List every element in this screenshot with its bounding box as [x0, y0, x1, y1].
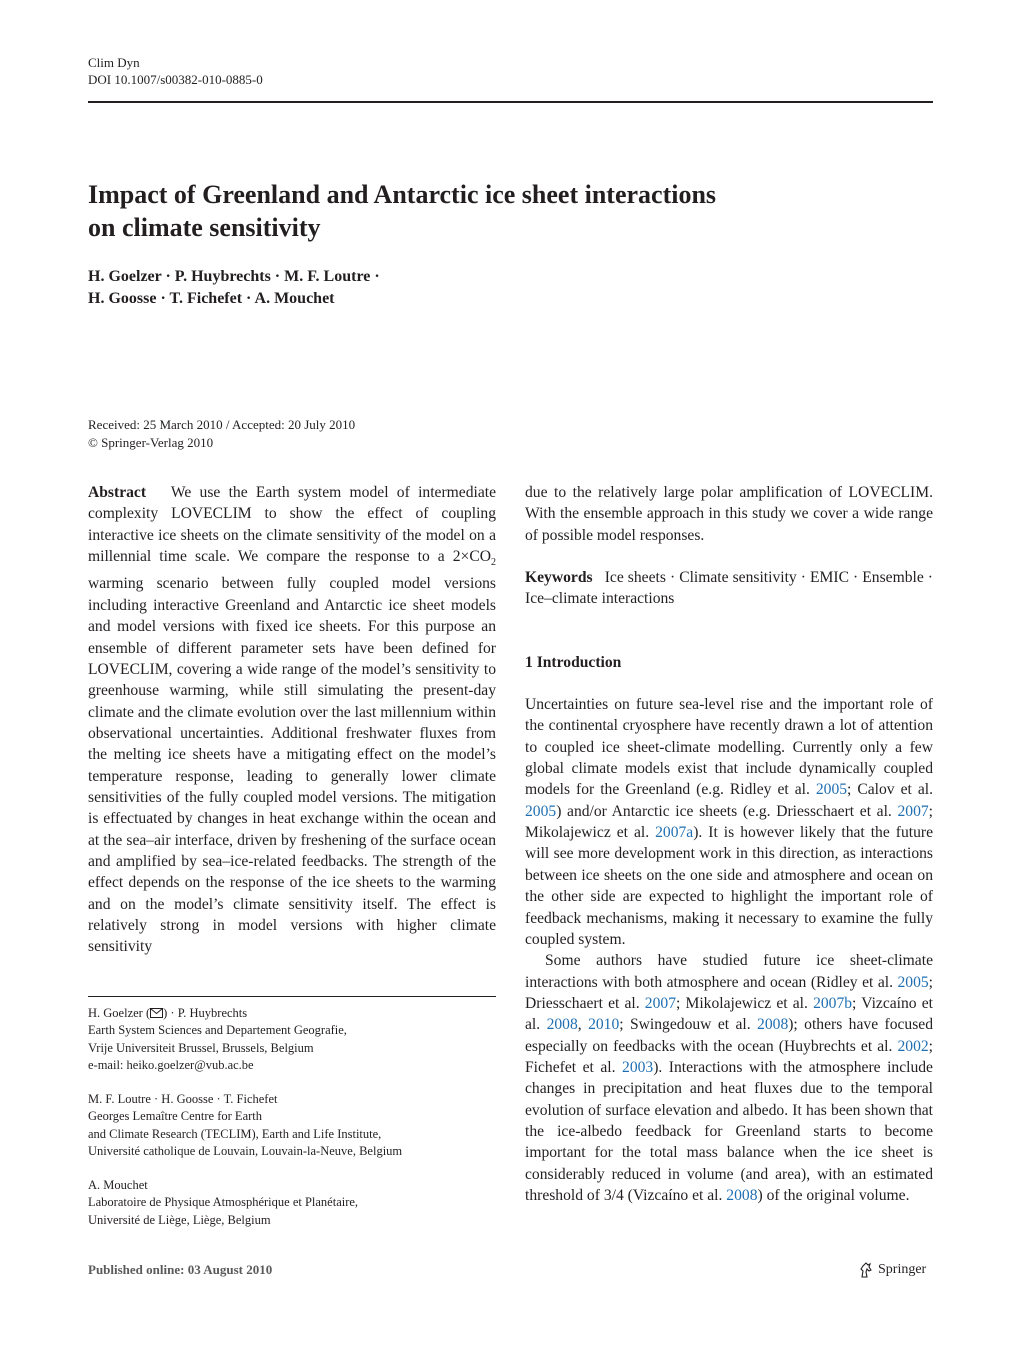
publisher-logo	[858, 1262, 926, 1278]
intro-paragraph-2: Some authors have studied future ice sheet-climate interactions with both atmosphere and ocean (Ridley et al. 2005; Driesschaert et al. 2007; Mikolajewicz et al. 2007b; Vizcaíno et al. 2008, 2010; Swingedouw et al. 2008); others have focused especially on feedbacks with the ocean (Huybrechts et al. 2002; Fichefet et al. 2003). Interactions with the atmosphere include changes in precipitation and heat fluxes due to the temporal evolution of surface elevation and albedo. It has been shown that the ice-albedo feedback for Greenland starts to become important for the total mass balance when the ice sheet is considerably reduced in volume (and area), with an estimated threshold of 3/4 (Vizcaíno et al. 2008) of the original volume.	[525, 952, 934, 1204]
right-column	[525, 482, 933, 1206]
abstract-heading: Abstract	[88, 484, 147, 501]
affiliation-3	[88, 1177, 508, 1229]
co2-text: CO	[469, 548, 491, 566]
citation-link[interactable]: 2005	[525, 802, 557, 820]
received-accepted: Received: 25 March 2010 / Accepted: 20 July 2010	[88, 417, 356, 432]
affiliation-author: A. Mouchet	[88, 1178, 148, 1192]
authors-line-1: H. Goelzer · P. Huybrechts · M. F. Loutre ·	[88, 268, 380, 285]
section-heading-introduction: 1 Introduction	[525, 653, 622, 671]
affiliation-institution: Laboratoire de Physique Atmosphérique et Planétaire,	[88, 1195, 359, 1210]
affiliation-address: Vrije Universiteit Brussel, Brussels, Belgium	[88, 1040, 314, 1055]
citation-link[interactable]: 2005	[897, 973, 929, 991]
citation-link[interactable]: 2007	[644, 994, 676, 1012]
article-dates	[88, 416, 355, 452]
citation-link[interactable]: 2005	[815, 781, 848, 799]
affiliation-2	[88, 1091, 508, 1160]
citation-link[interactable]: 2002	[897, 1037, 929, 1055]
title-line-1: Impact of Greenland and Antarctic ice sheet interactions	[88, 180, 717, 209]
copyright: © Springer-Verlag 2010	[88, 435, 214, 450]
abstract: Abstract We use the Earth system model of intermediate complexity LOVECLIM to show the effect of coupling interactive ice sheets on the climate sensitivity of the model on a millennial time scale. We compare the response to a $2\times CO_2$ warming scenario between fully coupled model versions including interactive Greenland and Antarctic ice sheet models and model versions with fixed ice sheets. For this purpose an ensemble of different parameter sets have been defined for LOVECLIM, covering a wide range of the model’s sensitivity to greenhouse warming, while still simulating the present-day climate and the climate evolution over the last millennium within observational uncertainties. Additional freshwater fluxes from the melting ice sheets have a mitigating effect on the model’s temperature response, leading to generally lower climate sensitivities of the fully coupled model versions. The mitigation is effectuated by changes in heat exchange within the ocean and at the sea–air interface, driven by freshening of the surface ocean and amplified by sea–ice-related feedbacks. The strength of the effect depends on the response of the ice sheets to the warming and on the model’s climate sensitivity itself. The effect is relatively strong in model versions with higher climate sensitivity	[88, 484, 496, 956]
citation-link[interactable]: 2010	[588, 1016, 620, 1034]
keywords-text: Ice sheets · Climate sensitivity · EMIC · Ensemble · Ice–climate interactions	[525, 569, 933, 608]
publisher-name: Springer	[878, 1262, 927, 1277]
article-title	[88, 178, 848, 244]
affiliation-email[interactable]: e-mail: heiko.goelzer@vub.ac.be	[88, 1057, 254, 1072]
citation-link[interactable]: 2003	[622, 1058, 654, 1076]
header-rule	[88, 101, 933, 103]
affiliation-institution: Earth System Sciences and Departement Geografie,	[88, 1023, 347, 1038]
affiliation-address: Université catholique de Louvain, Louvain-la-Neuve, Belgium	[88, 1143, 403, 1158]
citation-link[interactable]: 2007a	[655, 824, 694, 842]
authors-line-2: H. Goosse · T. Fichefet · A. Mouchet	[88, 290, 335, 307]
citation-link[interactable]: 2008	[546, 1016, 578, 1034]
abstract-text: We use the Earth system model of intermediate complexity LOVECLIM to show the effect of coupling interactive ice sheets on the climate sensitivity of the model on a millennial time scale. We compare the response to a 2	[88, 484, 496, 566]
footnote-rule	[88, 996, 496, 997]
left-column	[88, 482, 496, 958]
abstract-text-continued: warming scenario between fully coupled model versions including interactive Greenland and Antarctic ice sheet models and model versions with fixed ice sheets. For this purpose an ensemble of different parameter sets have been defined for LOVECLIM, covering a wide range of the model’s sensitivity to greenhouse warming, while still simulating the present-day climate and the climate evolution over the last millennium within observational uncertainties. Additional freshwater fluxes from the melting ice sheets have a mitigating effect on the model’s temperature response, leading to generally lower climate sensitivities of the fully coupled model versions. The mitigation is effectuated by changes in heat exchange within the ocean and at the sea–air interface, driven by freshening of the surface ocean and amplified by sea–ice-related feedbacks. The strength of the effect depends on the response of the ice sheets to the warming and on the model’s climate sensitivity itself. The effect is relatively strong in model versions with higher climate sensitivity	[88, 575, 496, 956]
citation-link[interactable]: 2008	[726, 1186, 758, 1204]
citation-link[interactable]: 2007b	[813, 994, 853, 1012]
keywords	[525, 567, 933, 610]
citation-link[interactable]: 2008	[757, 1016, 789, 1034]
affiliation-author-2: ) · P. Huybrechts	[163, 1006, 248, 1020]
affiliation-institution-2: and Climate Research (TECLIM), Earth and Life Institute,	[88, 1126, 382, 1141]
citation-link[interactable]: 2007	[897, 802, 929, 820]
published-online: Published online: 03 August 2010	[88, 1262, 273, 1277]
journal-name: Clim Dyn	[88, 55, 140, 70]
affiliation-author: H. Goelzer (	[88, 1006, 151, 1020]
journal-header	[88, 54, 263, 88]
affiliation-authors: M. F. Loutre · H. Goosse · T. Fichefet	[88, 1092, 278, 1106]
affiliation-institution: Georges Lemaître Centre for Earth	[88, 1109, 262, 1124]
springer-horse-icon	[858, 1262, 874, 1278]
envelope-icon[interactable]	[150, 1008, 163, 1018]
intro-paragraph-1: Uncertainties on future sea-level rise and the important role of the continental cryosphere have recently drawn a lot of attention to coupled ice sheet-climate modelling. Currently only a few global climate models exist that include dynamically coupled models for the Greenland (e.g. Ridley et al. 2005; Calov et al. 2005) and/or Antarctic ice sheets (e.g. Driesschaert et al. 2007; Mikolajewicz et al. 2007a). It is however likely that the future will see more development work in this direction, as interactions between ice sheets on the one side and atmosphere and ocean on the other side are expected to highlight the important role of feedback mechanisms, making it necessary to examine the fully coupled system.	[525, 696, 933, 948]
abstract-continued: due to the relatively large polar amplification of LOVECLIM. With the ensemble approach in this study we cover a wide range of possible model responses.	[525, 484, 933, 544]
doi[interactable]: DOI 10.1007/s00382-010-0885-0	[88, 72, 263, 87]
title-line-2: on climate sensitivity	[88, 213, 321, 242]
author-list	[88, 266, 588, 310]
keywords-heading: Keywords	[525, 569, 593, 587]
affiliation-1	[88, 1005, 508, 1074]
affiliation-address: Université de Liège, Liège, Belgium	[88, 1212, 271, 1227]
